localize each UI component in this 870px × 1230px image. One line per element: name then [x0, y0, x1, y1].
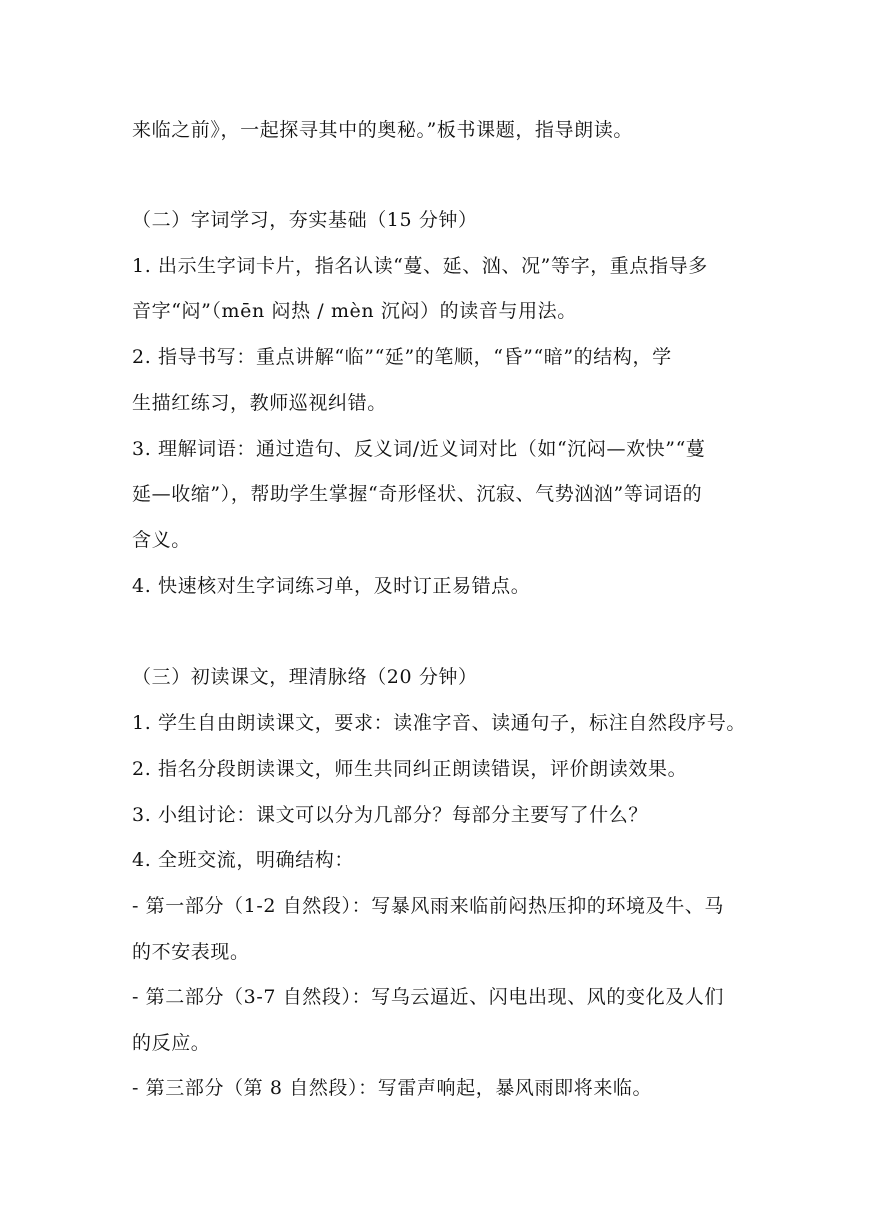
section-2-line-1: 1. 出示生字词卡片，指名认读“蔓、延、汹、况”等字，重点指导多 — [132, 255, 708, 277]
section-3-line-2: 2. 指名分段朗读课文，师生共同纠正朗读错误，评价朗读效果。 — [132, 758, 688, 780]
section-3-heading: （三）初读课文，理清脉络（20 分钟） — [132, 666, 478, 688]
section-3-line-3: 3. 小组讨论：课文可以分为几部分？每部分主要写了什么？ — [132, 804, 648, 826]
section-2-heading: （二）字词学习，夯实基础（15 分钟） — [132, 209, 478, 231]
section-3-line-6: 的不安表现。 — [132, 941, 250, 963]
section-3-line-4: 4. 全班交流，明确结构： — [132, 849, 354, 871]
section-2-line-6: 延—收缩”），帮助学生掌握“奇形怪状、沉寂、气势汹汹”等词语的 — [132, 483, 703, 505]
section-2-line-4: 生描红练习，教师巡视纠错。 — [132, 392, 387, 414]
section-3-line-5: - 第一部分（1-2 自然段）：写暴风雨来临前闷热压抑的环境及牛、马 — [132, 895, 724, 917]
section-3-line-1: 1. 学生自由朗读课文，要求：读准字音、读通句子，标注自然段序号。 — [132, 712, 746, 734]
section-2-line-5: 3. 理解词语：通过造句、反义词/近义词对比（如“沉闷—欢快”“蔓 — [132, 438, 706, 460]
section-2-line-8: 4. 快速核对生字词练习单，及时订正易错点。 — [132, 575, 531, 597]
intro-line: 来临之前》，一起探寻其中的奥秘。”板书课题，指导朗读。 — [132, 119, 633, 141]
section-3-line-7: - 第二部分（3-7 自然段）：写乌云逼近、闪电出现、风的变化及人们 — [132, 986, 724, 1008]
section-3-line-9: - 第三部分（第 8 自然段）：写雷声响起，暴风雨即将来临。 — [132, 1077, 653, 1099]
section-3-line-8: 的反应。 — [132, 1032, 211, 1054]
section-2-line-2: 音字“闷”（mēn 闷热 / mèn 沉闷）的读音与用法。 — [132, 300, 577, 322]
section-2-line-3: 2. 指导书写：重点讲解“临”“延”的笔顺，“昏”“暗”的结构，学 — [132, 346, 672, 368]
section-2-line-7: 含义。 — [132, 529, 191, 551]
